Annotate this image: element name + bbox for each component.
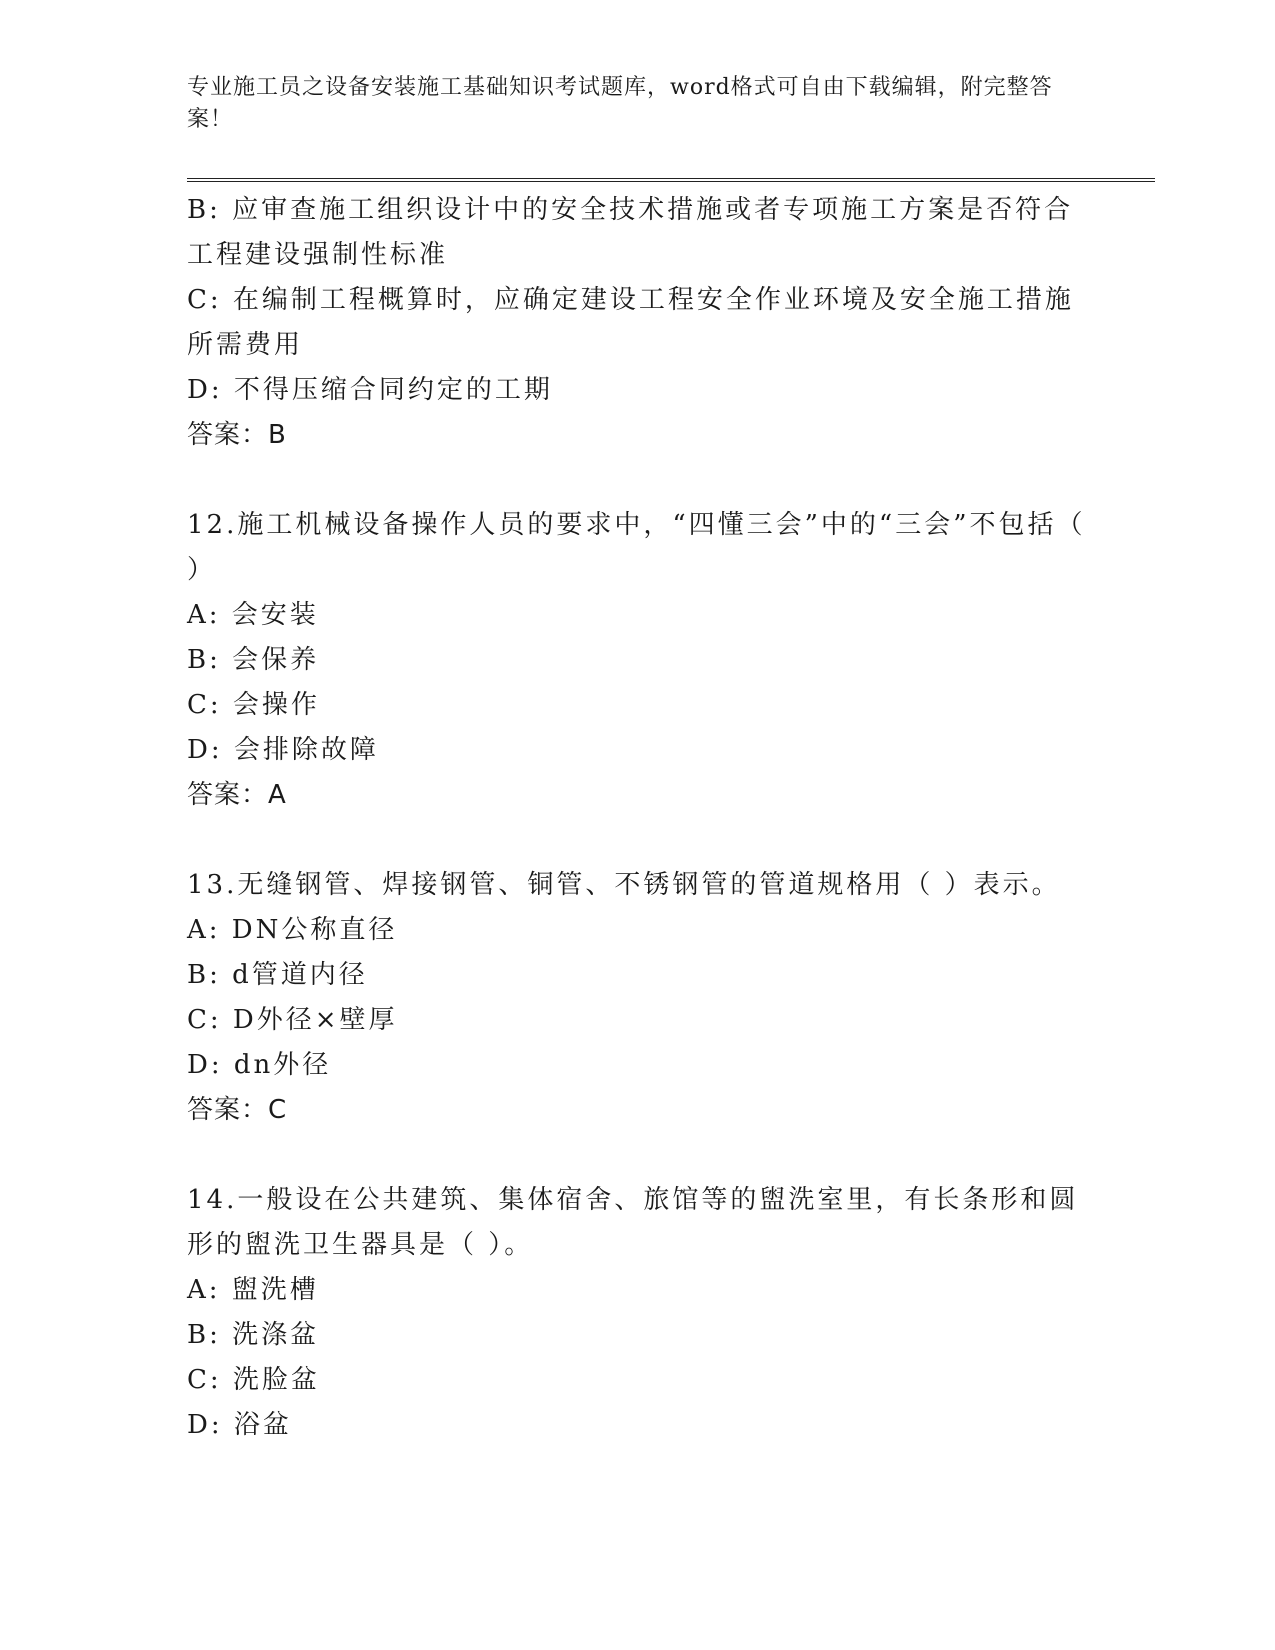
option-c: C: 在编制工程概算时，应确定建设工程安全作业环境及安全施工措施所需费用 — [187, 285, 1074, 360]
option-b: B: 应审查施工组织设计中的安全技术措施或者专项施工方案是否符合工程建设强制性标准 — [187, 195, 1074, 270]
answer-text: 答案：C — [187, 1095, 288, 1125]
question-block-12 — [187, 503, 1087, 818]
question-block-14 — [187, 1178, 1087, 1448]
question-text: 13.无缝钢管、焊接钢管、铜管、不锈钢管的管道规格用（ ）表示。 — [187, 870, 1061, 900]
option-c: C: D外径×壁厚 — [187, 1005, 398, 1035]
question-list — [187, 188, 1087, 1448]
spacer — [187, 1133, 1087, 1178]
option-a: A: 盥洗槽 — [187, 1275, 319, 1305]
answer-text: 答案：A — [187, 780, 287, 810]
header-title: 专业施工员之设备安装施工基础知识考试题库，word格式可自由下载编辑，附完整答案！ — [187, 75, 1053, 132]
option-a: A: 会安装 — [187, 600, 319, 630]
option-d: D: dn外径 — [187, 1050, 332, 1080]
answer-text: 答案：B — [187, 420, 287, 450]
option-b: B: 会保养 — [187, 645, 320, 675]
header-divider — [187, 178, 1155, 182]
option-a: A: DN公称直径 — [187, 915, 398, 945]
option-c: C: 洗脸盆 — [187, 1365, 320, 1395]
option-d: D: 浴盆 — [187, 1410, 292, 1440]
spacer — [187, 818, 1087, 863]
option-b: B: d管道内径 — [187, 960, 368, 990]
option-d: D: 不得压缩合同约定的工期 — [187, 375, 553, 405]
document-header — [187, 72, 1067, 136]
question-text: 12.施工机械设备操作人员的要求中，“四懂三会”中的“三会”不包括（ ） — [187, 510, 1086, 585]
spacer — [187, 458, 1087, 503]
option-d: D: 会排除故障 — [187, 735, 379, 765]
option-c: C: 会操作 — [187, 690, 320, 720]
question-block-13 — [187, 863, 1087, 1133]
question-text: 14.一般设在公共建筑、集体宿舍、旅馆等的盥洗室里，有长条形和圆形的盥洗卫生器具是（ ）。 — [187, 1185, 1079, 1260]
question-block-11 — [187, 188, 1087, 458]
option-b: B: 洗涤盆 — [187, 1320, 320, 1350]
